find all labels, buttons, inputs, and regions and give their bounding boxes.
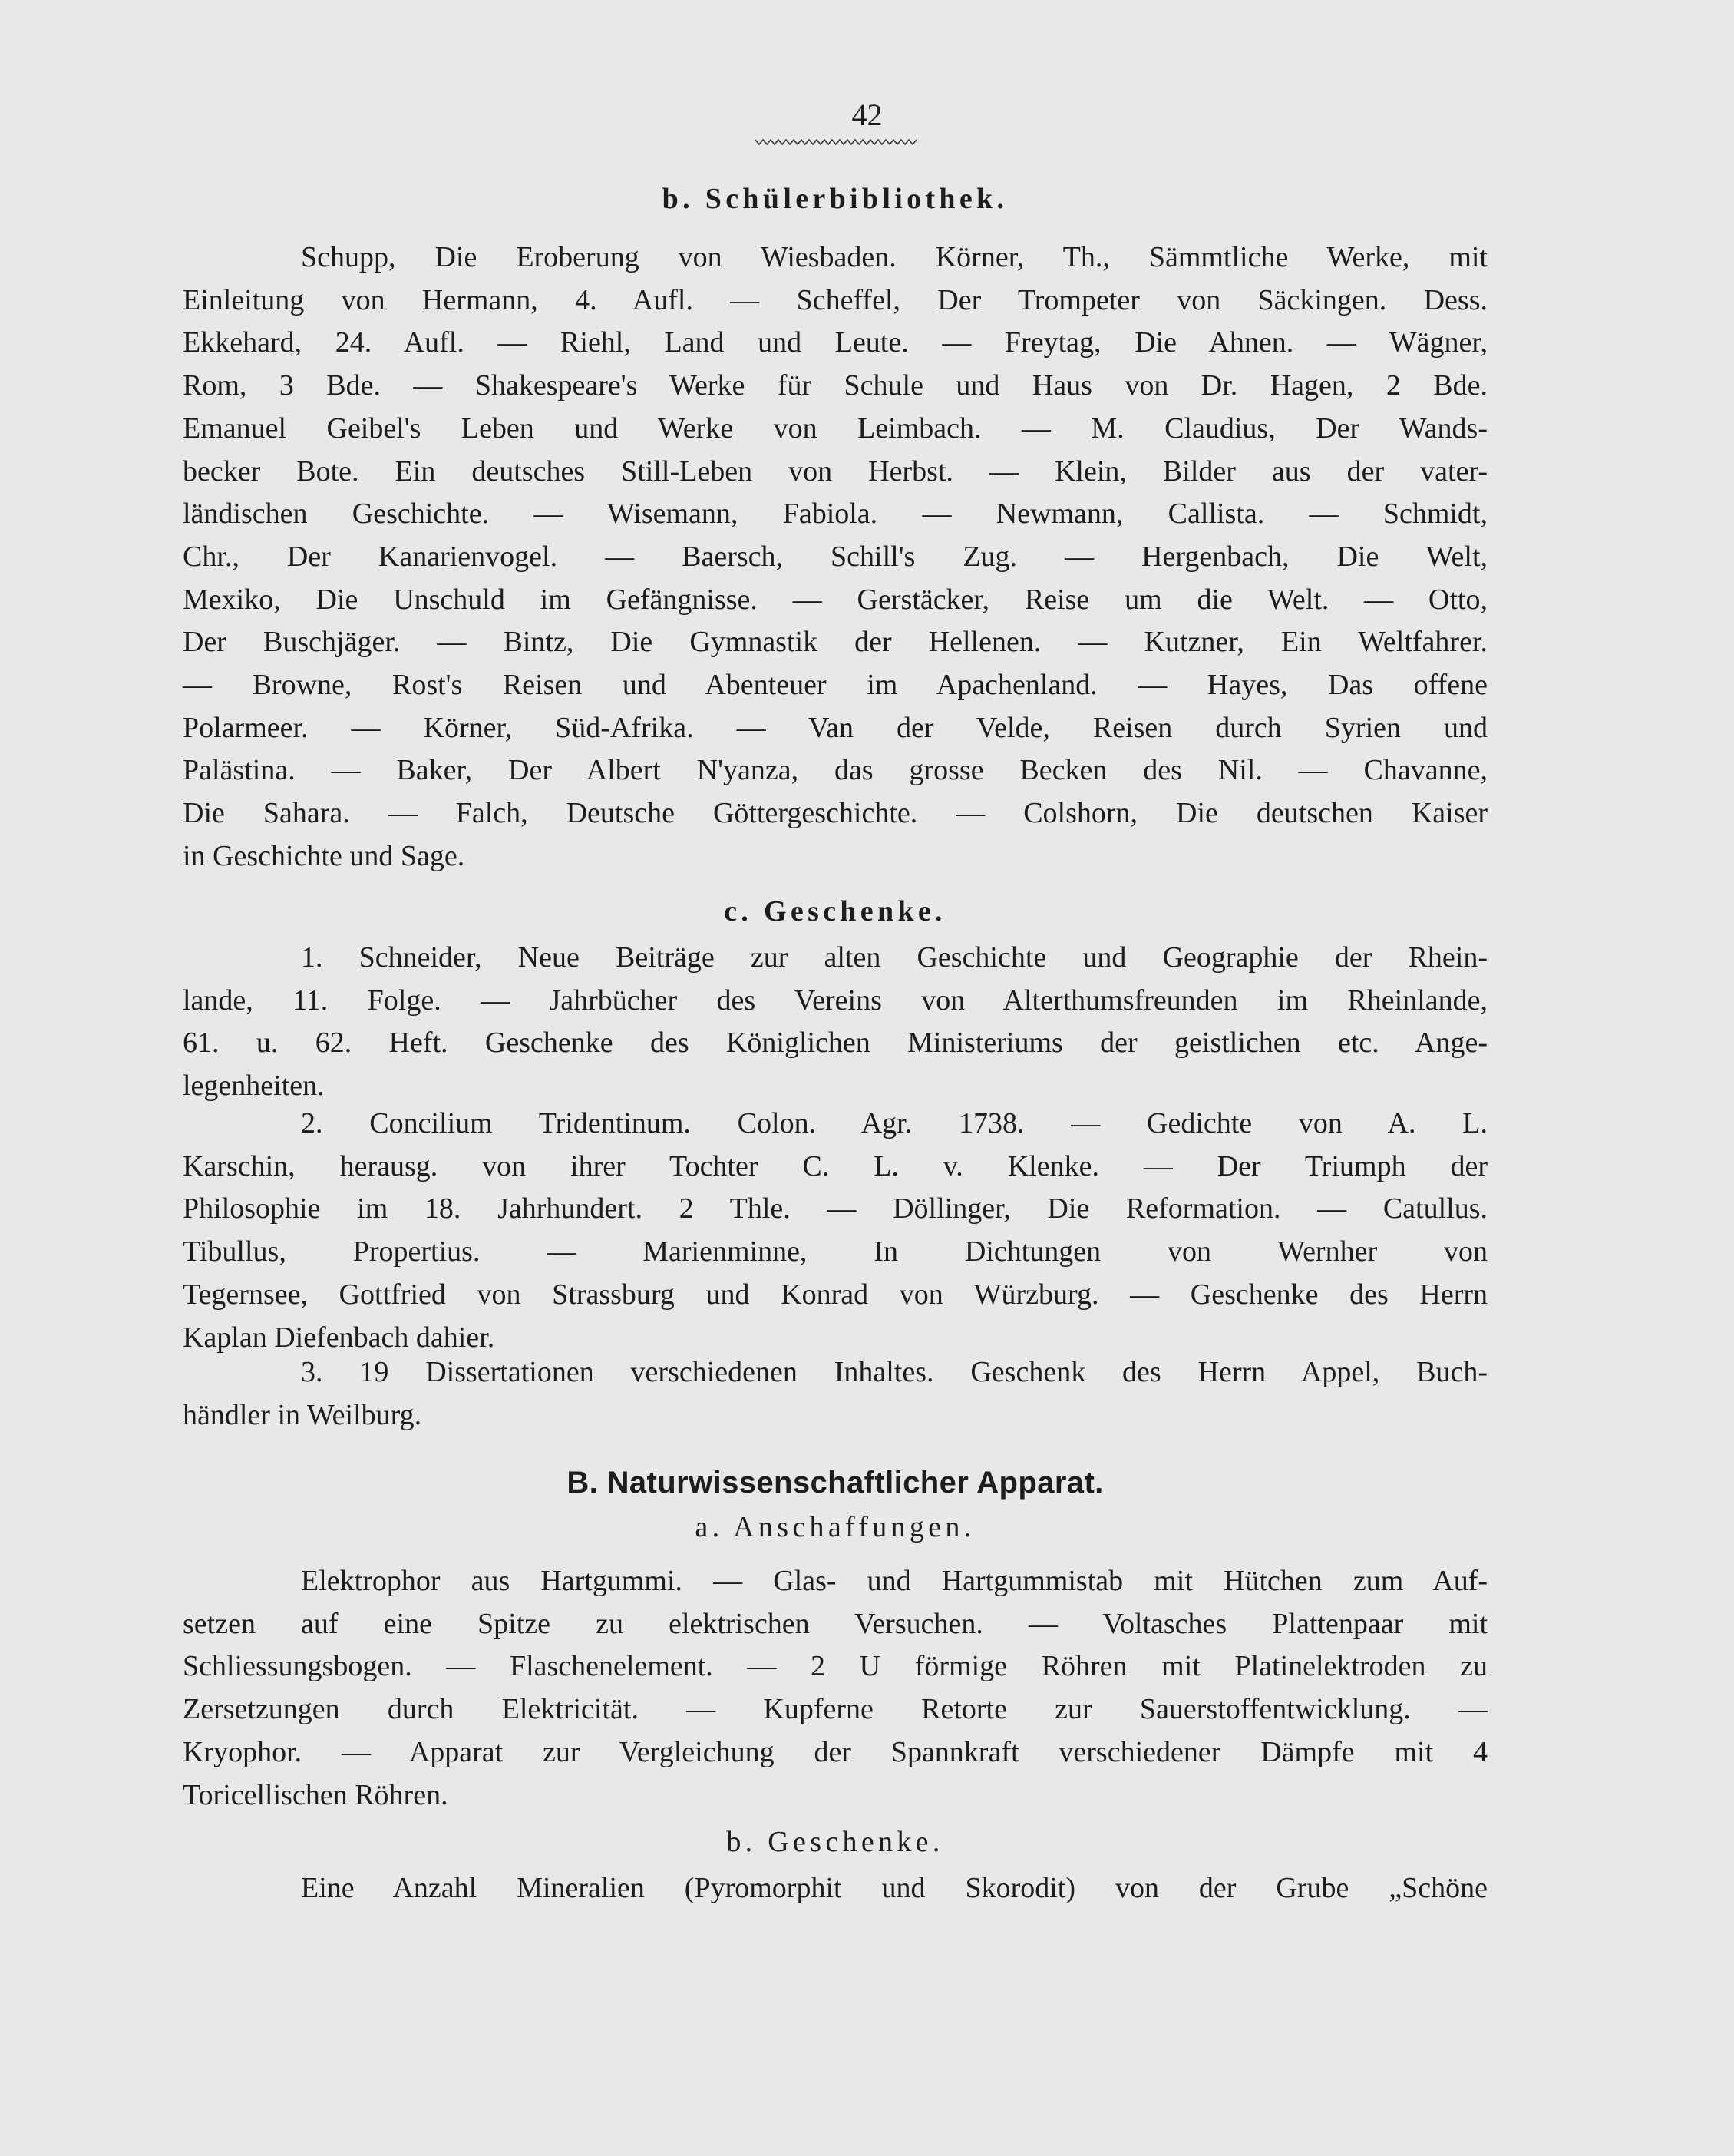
text-line: Tegernsee, Gottfried von Strassburg und Konrad von Würzburg. — Geschenke des Herrn	[183, 1278, 1488, 1311]
text-line: Schliessungsbogen. — Flaschenelement. — 2 U förmige Röhren mit Platinelektroden zu	[183, 1650, 1488, 1683]
text-line: Tibullus, Propertius. — Marienminne, In Dichtungen von Wernher von	[183, 1235, 1488, 1268]
text-line: Kryophor. — Apparat zur Vergleichung der Spannkraft verschiedener Dämpfe mit 4	[183, 1735, 1488, 1768]
text-line: Mexiko, Die Unschuld im Gefängnisse. — Gerstäcker, Reise um die Welt. — Otto,	[183, 583, 1488, 616]
text-line: Eine Anzahl Mineralien (Pyromorphit und Skorodit) von der Grube „Schöne	[301, 1872, 1488, 1904]
section-c-item-3	[183, 1351, 1488, 1437]
text-line: Palästina. — Baker, Der Albert N'yanza, das grosse Becken des Nil. — Chavanne,	[183, 754, 1488, 787]
section-c-heading: c. Geschenke.	[724, 895, 946, 928]
text-line: Toricellischen Röhren.	[183, 1778, 448, 1811]
section-B-a	[183, 1506, 1488, 1549]
text-line: Chr., Der Kanarienvogel. — Baersch, Schill's Zug. — Hergenbach, Die Welt,	[183, 540, 1488, 573]
text-line: 1. Schneider, Neue Beiträge zur alten Geschichte und Geographie der Rhein-	[301, 941, 1488, 974]
text-line: Elektrophor aus Hartgummi. — Glas- und Hartgummistab mit Hütchen zum Auf-	[301, 1565, 1488, 1597]
section-B-heading: B. Naturwissenschaftlicher Apparat.	[566, 1466, 1104, 1500]
section-B-a-heading: a. Anschaffungen.	[695, 1511, 976, 1543]
decorative-rule	[755, 137, 917, 147]
text-line: in Geschichte und Sage.	[183, 839, 465, 872]
text-line: Die Sahara. — Falch, Deutsche Göttergeschichte. — Colshorn, Die deutschen Kaiser	[183, 797, 1488, 830]
section-B-b	[183, 1821, 1488, 1864]
text-line: legenheiten.	[183, 1070, 325, 1103]
section-b	[183, 178, 1488, 221]
section-b-heading: b. Schülerbibliothek.	[662, 183, 1009, 215]
text-line: Kaplan Diefenbach dahier.	[183, 1321, 495, 1354]
text-line: Zersetzungen durch Elektricität. — Kupferne Retorte zur Sauerstoffentwicklung. —	[183, 1693, 1488, 1726]
text-line: setzen auf eine Spitze zu elektrischen Versuchen. — Voltasches Plattenpaar mit	[183, 1607, 1488, 1640]
text-line: Ekkehard, 24. Aufl. — Riehl, Land und Leute. — Freytag, Die Ahnen. — Wägner,	[183, 326, 1488, 359]
text-line: händler in Weilburg.	[183, 1398, 422, 1431]
section-B-b-text	[183, 1867, 1488, 1910]
text-line: lande, 11. Folge. — Jahrbücher des Vereins von Alterthumsfreunden im Rheinlande,	[183, 984, 1488, 1017]
text-line: Rom, 3 Bde. — Shakespeare's Werke für Schule und Haus von Dr. Hagen, 2 Bde.	[183, 369, 1488, 402]
section-c-item-1	[183, 937, 1488, 1108]
text-line: ländischen Geschichte. — Wisemann, Fabiola. — Newmann, Callista. — Schmidt,	[183, 498, 1488, 531]
text-line: Der Buschjäger. — Bintz, Die Gymnastik der Hellenen. — Kutzner, Ein Weltfahrer.	[183, 626, 1488, 659]
text-line: Polarmeer. — Körner, Süd-Afrika. — Van der Velde, Reisen durch Syrien und	[183, 711, 1488, 744]
section-b-text	[183, 236, 1488, 878]
text-line: 3. 19 Dissertationen verschiedenen Inhaltes. Geschenk des Herrn Appel, Buch-	[301, 1356, 1488, 1388]
section-B-a-text	[183, 1560, 1488, 1817]
section-c-item-2	[183, 1103, 1488, 1359]
section-c	[183, 891, 1488, 934]
section-B	[183, 1462, 1488, 1505]
text-line: 2. Concilium Tridentinum. Colon. Agr. 1738. — Gedichte von A. L.	[301, 1107, 1488, 1139]
text-line: Karschin, herausg. von ihrer Tochter C. L. v. Klenke. — Der Triumph der	[183, 1149, 1488, 1182]
text-line: 61. u. 62. Heft. Geschenke des Königlichen Ministeriums der geistlichen etc. Ange-	[183, 1027, 1488, 1060]
text-line: Emanuel Geibel's Leben und Werke von Leimbach. — M. Claudius, Der Wands-	[183, 412, 1488, 445]
text-line: Einleitung von Hermann, 4. Aufl. — Scheffel, Der Trompeter von Säckingen. Dess.	[183, 283, 1488, 316]
text-line: Philosophie im 18. Jahrhundert. 2 Thle. — Döllinger, Die Reformation. — Catullus.	[183, 1192, 1488, 1225]
text-line: becker Bote. Ein deutsches Still-Leben von Herbst. — Klein, Bilder aus der vater-	[183, 455, 1488, 488]
section-B-b-heading: b. Geschenke.	[726, 1826, 944, 1858]
text-line: Schupp, Die Eroberung von Wiesbaden. Körner, Th., Sämmtliche Werke, mit	[301, 241, 1488, 273]
text-line: — Browne, Rost's Reisen und Abenteuer im Apachenland. — Hayes, Das offene	[183, 669, 1488, 702]
page-number: 42	[851, 98, 883, 132]
